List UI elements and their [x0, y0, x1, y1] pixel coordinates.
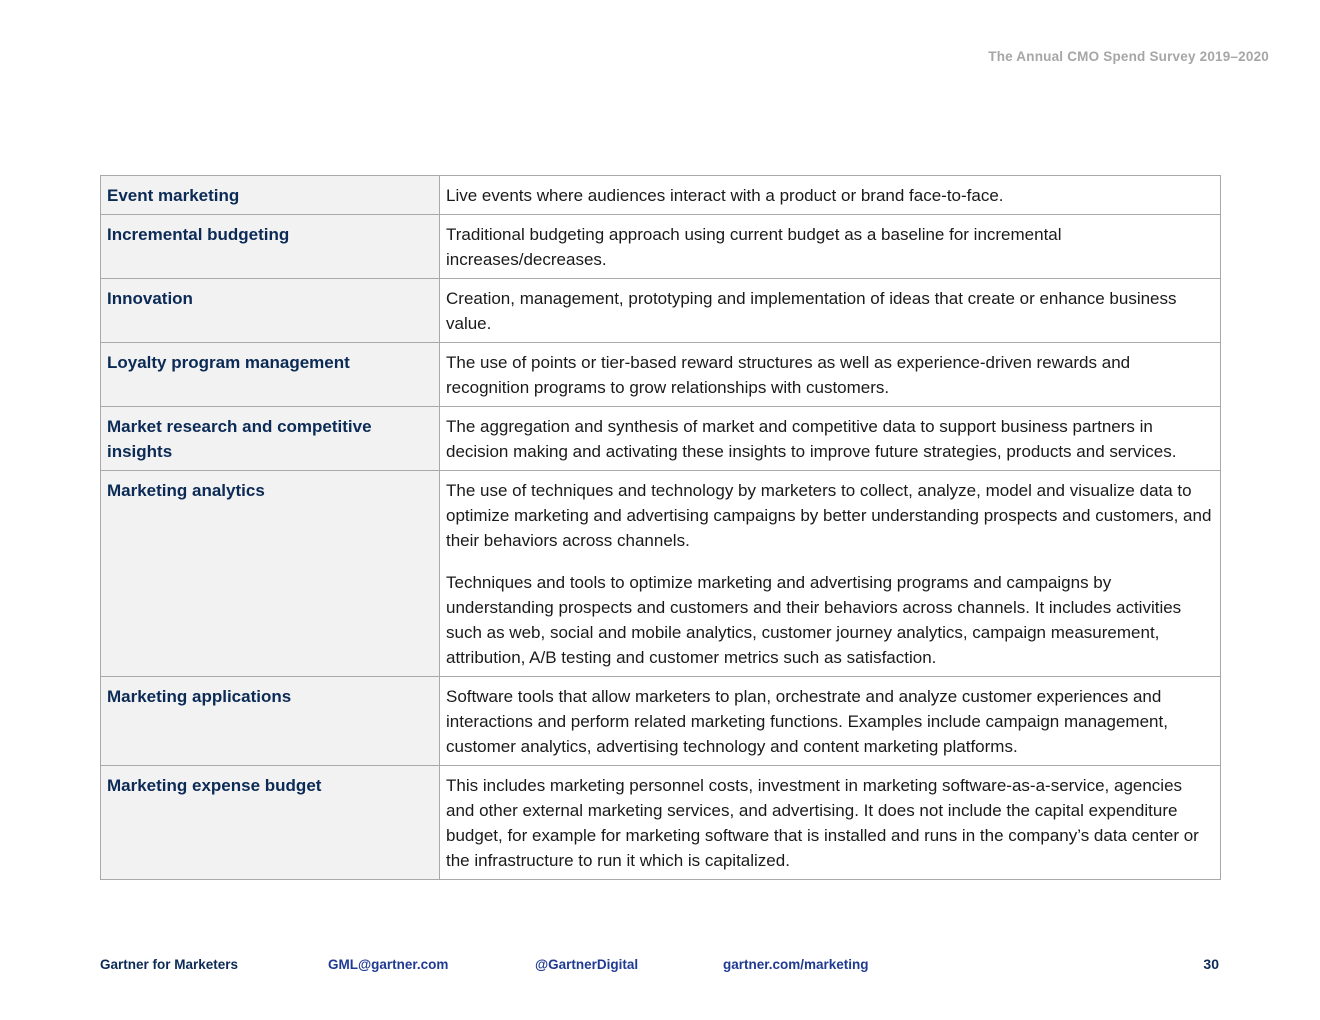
glossary-term: Innovation: [101, 279, 440, 343]
table-row: [101, 471, 1221, 677]
glossary-term: Marketing expense budget: [101, 766, 440, 880]
glossary-definition: [440, 407, 1221, 471]
glossary-term: Marketing applications: [101, 677, 440, 766]
glossary-definition: [440, 471, 1221, 677]
definition-paragraph: This includes marketing personnel costs, investment in marketing software-as-a-service, agencies and other external marketing services, and advertising. It does not include the capital expenditure budget, for example for marketing software that is installed and runs in the company’s data center or the infrastructure to run it which is capitalized.: [446, 776, 1199, 870]
definition-paragraph: Software tools that allow marketers to plan, orchestrate and analyze customer experiences and interactions and perform related marketing functions. Examples include campaign management, customer analytics, advertising technology and content marketing platforms.: [446, 687, 1168, 756]
glossary-definition: [440, 677, 1221, 766]
glossary-term: Market research and competitive insights: [101, 407, 440, 471]
page-number: 30: [1203, 956, 1219, 972]
running-header: The Annual CMO Spend Survey 2019–2020: [988, 49, 1269, 64]
definition-paragraph: The aggregation and synthesis of market and competitive data to support business partners in decision making and activating these insights to improve future strategies, products and services.: [446, 417, 1177, 461]
glossary-definition: [440, 766, 1221, 880]
glossary-definition: [440, 215, 1221, 279]
footer-website-link[interactable]: gartner.com/marketing: [723, 957, 869, 972]
glossary-definition: [440, 343, 1221, 407]
definition-paragraph: Creation, management, prototyping and implementation of ideas that create or enhance business value.: [446, 289, 1177, 333]
glossary-term: Incremental budgeting: [101, 215, 440, 279]
definition-paragraph: The use of points or tier-based reward structures as well as experience-driven rewards and recognition programs to grow relationships with customers.: [446, 353, 1131, 397]
page-footer: [100, 957, 1220, 977]
definition-paragraph: Techniques and tools to optimize marketing and advertising programs and campaigns by understanding prospects and customers and their behaviors across channels. It includes activities such as web, social and mobile analytics, customer journey analytics, campaign measurement, attribution, A/B testing and customer metrics such as satisfaction.: [446, 573, 1182, 667]
table-row: [101, 343, 1221, 407]
table-row: [101, 176, 1221, 215]
table-row: [101, 766, 1221, 880]
footer-email-link[interactable]: GML@gartner.com: [328, 957, 449, 972]
definition-paragraph: The use of techniques and technology by marketers to collect, analyze, model and visualize data to optimize marketing and advertising campaigns by better understanding prospects and customers, and their behaviors across channels.: [446, 481, 1212, 550]
definition-paragraph: Traditional budgeting approach using current budget as a baseline for incremental increases/decreases.: [446, 225, 1062, 269]
table-row: [101, 215, 1221, 279]
glossary-table: [100, 175, 1221, 880]
table-row: [101, 279, 1221, 343]
table-row: [101, 677, 1221, 766]
footer-social-handle-link[interactable]: @GartnerDigital: [535, 957, 639, 972]
glossary-definition: [440, 279, 1221, 343]
table-row: [101, 407, 1221, 471]
definition-paragraph: Live events where audiences interact with a product or brand face-to-face.: [446, 186, 1004, 205]
footer-brand: Gartner for Marketers: [100, 957, 239, 972]
glossary-term: Event marketing: [101, 176, 440, 215]
glossary-term: Loyalty program management: [101, 343, 440, 407]
glossary-term: Marketing analytics: [101, 471, 440, 677]
glossary-definition: [440, 176, 1221, 215]
